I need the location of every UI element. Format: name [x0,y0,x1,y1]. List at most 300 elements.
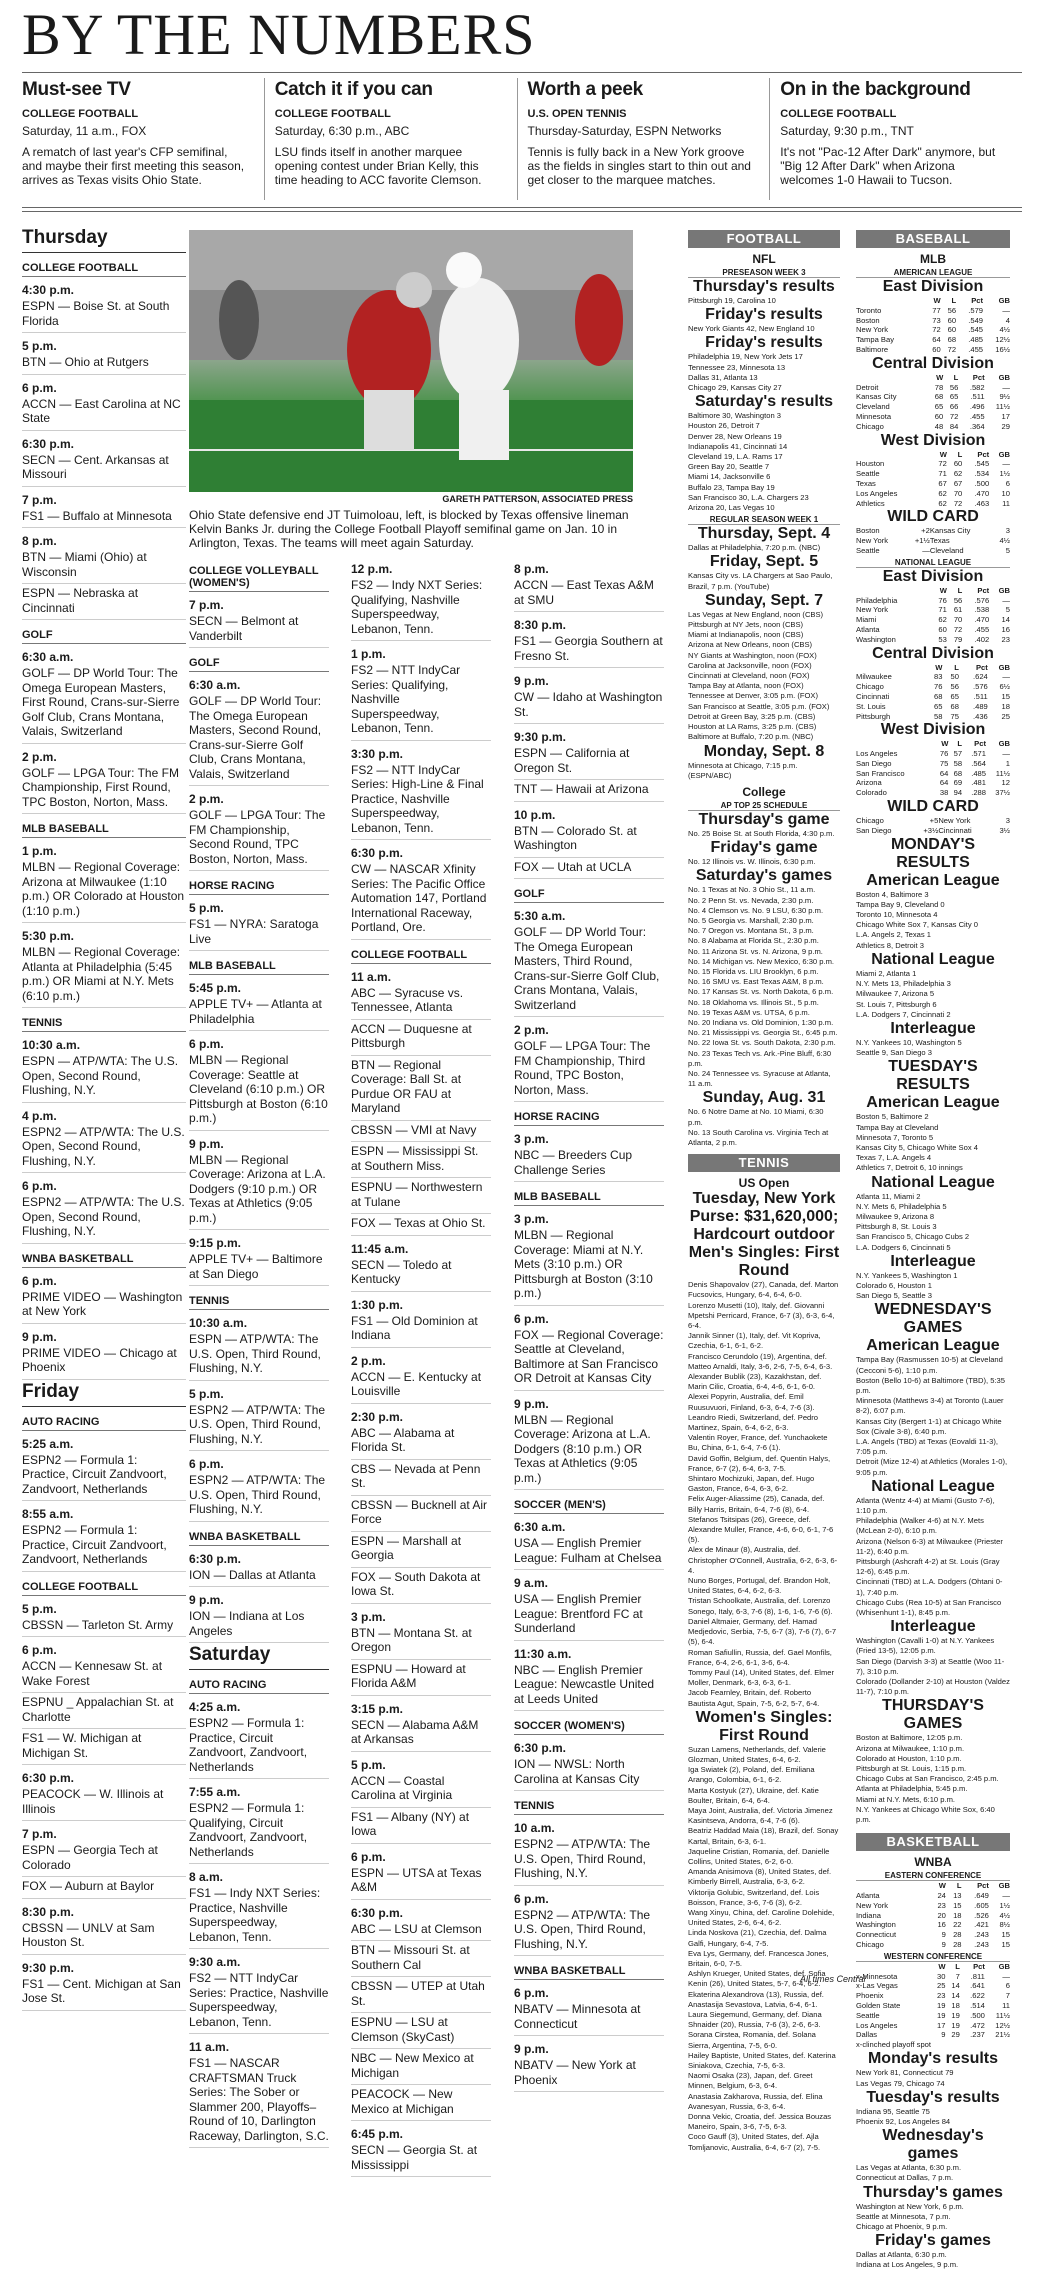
stat-cell: 17 [937,2020,946,2030]
result-line: Coco Gauff (3), United States, def. Ajla Tomljanovic, Australia, 6-4, 6-7 (2), 7-5. [688,2132,821,2152]
result-line: L.A. Dodgers 6, Cincinnati 5 [856,1242,951,1252]
event-listing: BTN — Regional Coverage: Ball St. at Purdue OR FAU at Maryland [351,1056,491,1121]
event-listing: BTN — Miami (Ohio) at Wisconsin [22,548,186,584]
time-slot: 6 p.m. [514,1891,549,1906]
section-header: FOOTBALL [688,230,840,248]
result-line: Ekaterina Alexandrova (13), Russia, def. Anastasija Sevastova, Latvia, 6-4, 6-1. [688,1989,824,2009]
stat-cell: 14 [951,1981,960,1991]
stat-cell: 67 [938,478,947,488]
team-col-header [856,1881,930,1891]
time-slot: 1 p.m. [351,647,386,661]
page-title: BY THE NUMBERS [22,2,536,67]
event-listing: USA — English Premier League: Brentford FC at Sunderland [514,1590,664,1641]
time-slot: 6:30 a.m. [514,1520,566,1534]
event-listing: CBSSN — UNLV at Sam Houston St. [22,1919,186,1955]
stat-cell: .485 [971,768,986,778]
stat-cell: 61 [953,605,963,615]
time-slot: 8 p.m. [22,534,57,548]
event-listing: ION — Indiana at Los Angeles [189,1607,329,1643]
stat-cell: 56 [953,595,963,605]
team-col-header [856,296,925,306]
stat-cell: 17 [1001,411,1010,421]
time-slot: 5:30 a.m. [514,909,566,923]
stat-cell: 48 [934,421,944,431]
stat-cell: — [1002,459,1010,469]
stat-col-header: GB [998,372,1010,382]
result-line: No. 2 Penn St. vs. Nevada, 2:30 p.m. [688,895,814,905]
stat-col-header: GB [998,585,1010,595]
stat-cell: 83 [934,672,943,682]
event-listing: CBSSN — UTEP at Utah St. [351,1977,491,2013]
stat-cell: .436 [972,711,988,721]
team-cell: Texas [856,478,876,488]
event-listing: NBC — English Premier League: Newcastle United at Leeds United [514,1661,664,1712]
standings-row [856,402,1010,412]
stat-cell: 65 [950,691,959,701]
wildcard-cell: 3 [1005,526,1010,536]
stat-cell: .288 [971,788,986,798]
result-line: Marta Kostyuk (27), Ukraine, def. Katie Boulter, Britain, 6-4, 6-4. [688,1785,819,1805]
time-slot: 9 p.m. [514,1396,549,1411]
result-line: St. Louis 7, Pittsburgh 6 [856,999,937,1009]
stat-cell: 18 [1001,701,1010,711]
stat-cell: 64 [939,768,949,778]
time-slot: 10:30 a.m. [22,1038,81,1052]
result-line: Pittsburgh at NY Jets, noon (CBS) [688,620,804,630]
event-listing: ESPN — California at Oregon St. [514,744,664,780]
stat-cell: 12½ [995,2020,1010,2030]
result-line: Philadelphia (Walker 4-6) at N.Y. Mets (McLean 2-0), 6:10 p.m. [856,1516,984,1536]
pick-sport: U.S. OPEN TENNIS [527,108,627,120]
event-listing: FOX — Texas at Ohio St. [351,1214,491,1236]
result-line: Houston at LA Rams, 3:25 p.m. (CBS) [688,722,817,732]
event-listing: GOLF — DP World Tour: The Omega European Masters, First Round, Crans-sur-Sierre Golf Club, Crans Montana, Valais, Switzerland [22,664,186,744]
standings-row [856,383,1010,393]
stat-cell: 60 [947,325,957,335]
pick-catch-it [264,78,517,200]
result-line: No. 11 Arizona St. vs. N. Arizona, 9 p.m. [688,946,823,956]
result-line: Jaqueline Cristian, Romania, def. Danielle Collins, United States, 6-2, 6-0. [688,1846,830,1866]
stat-cell: 4½ [999,325,1010,335]
standings-row [856,605,1010,615]
result-line: Maya Joint, Australia, def. Victoria Jimenez Kasintseva, Andorra, 6-4, 7-6 (6). [688,1805,833,1826]
event-listing: APPLE TV+ — Baltimore at San Diego [189,1250,329,1286]
event-listing: ACCN — Kennesaw St. at Wake Forest [22,1657,186,1693]
result-line: Arizona 20, Las Vegas 10 [688,503,775,513]
stat-cell: 22 [953,1920,962,1930]
result-line: Kansas City 5, Chicago White Sox 4 [856,1142,978,1152]
team-cell: Miami [856,615,877,625]
stat-cell: 9 [941,1930,946,1940]
time-slot: 6 p.m. [22,1273,57,1288]
result-line: Washington (Cavalli 1-0) at N.Y. Yankees (Fried 13-5), 12:05 p.m. [856,1636,995,1656]
day-heading: Saturday [189,1643,329,1670]
stat-cell: 13 [953,1891,962,1901]
time-slot: 10:30 a.m. [189,1316,248,1330]
wildcard-cell: 4½ [999,536,1010,546]
standings-header-row [856,450,1010,460]
stat-cell: 60 [932,344,941,354]
result-line: Amanda Anisimova (8), United States, def. Kimberly Birrell, Australia, 6-3, 6-2. [688,1867,832,1887]
event-listing: FOX — South Dakota at Iowa St. [351,1568,491,1604]
result-line: Houston 26, Detroit 7 [688,421,760,431]
time-slot: 5 p.m. [351,1757,386,1772]
result-line: Felix Auger-Aliassime (25), Canada, def. Billy Harris, Britain, 6-4, 7-6 (8), 6-4. [688,1494,825,1514]
time-slot: 5 p.m. [22,339,57,353]
stat-cell: 11½ [995,768,1010,778]
standings-row [856,2030,1010,2040]
stat-cell: .811 [970,1971,985,1981]
picks-rule-bottom [22,211,1022,212]
pick-background [769,78,1022,200]
stat-cell: 75 [939,758,949,768]
result-line: No. 8 Alabama at Florida St., 2:30 p.m. [688,936,819,946]
stat-cell: 7 [955,1971,960,1981]
section-subsubhead: PRESEASON WEEK 3 [688,268,840,278]
event-listing: ACCN — East Texas A&M at SMU [514,576,664,612]
event-listing: MLBN — Regional Coverage: Arizona at Milwaukee (1:10 p.m.) OR Colorado at Houston (1:10 p.m.) [22,858,186,923]
event-listing: ABC — LSU at Clemson [351,1920,491,1942]
standings-row [856,345,1010,355]
result-line: No. 25 Boise St. at South Florida, 4:30 p.m. [688,828,835,838]
photo-credit: GARETH PATTERSON, ASSOCIATED PRESS [442,494,633,504]
time-slot: 9:30 p.m. [514,730,567,744]
team-cell: Phoenix [856,1991,884,2001]
stat-cell: .243 [974,1940,989,1950]
bold-line: THURSDAY'S GAMES [882,1697,984,1733]
stat-col-header: W [941,739,949,749]
stat-cell: 6½ [999,682,1010,692]
result-line: Chicago 29, Kansas City 27 [688,383,782,393]
football-photo [189,230,633,492]
stat-col-header: GB [998,1961,1010,1971]
result-line: Alexander Bublik (23), Kazakhstan, def. Marin Cilic, Croatia, 6-4, 4-6, 6-1, 6-0. [688,1372,822,1392]
stat-cell: 56 [947,305,957,315]
bold-line: National League [871,950,995,968]
time-slot: 5:45 p.m. [189,981,242,995]
result-line: Detroit (Mize 12-4) at Athletics (Morales 1-0), 9:05 p.m. [856,1457,1008,1477]
standings-row [856,479,1010,489]
bold-line: MONDAY'S RESULTS [890,835,976,871]
stat-col-header: L [953,372,959,382]
time-slot: 5 p.m. [189,1386,224,1401]
standings-row [856,1891,1010,1901]
stat-col-header: W [938,1961,946,1971]
stat-cell: 71 [938,469,947,479]
stat-cell: 50 [950,672,959,682]
stat-cell: 19 [937,2010,946,2020]
standings-row [856,769,1010,779]
result-line: Green Bay 20, Seattle 7 [688,462,770,472]
stat-col-header: GB [998,296,1010,305]
result-line: Miami at Indianapolis, noon (CBS) [688,630,804,640]
time-slot: 6:30 p.m. [351,846,404,860]
result-line: Jannik Sinner (1), Italy, def. Vit Kopriva, Czechia, 6-1, 6-1, 6-2. [688,1331,821,1351]
wildcard-cell: — [922,545,930,555]
wildcard-row [856,816,1010,826]
result-line: Pittsburgh (Ashcraft 4-2) at St. Louis (Gray 12-6), 6:45 p.m. [856,1557,1000,1577]
time-slot: 6:30 p.m. [22,436,75,451]
schedule-column-2 [189,556,329,2148]
stat-cell: 11½ [995,2010,1010,2020]
event-listing: ESPN — Georgia Tech at Colorado [22,1841,186,1877]
standings-row [856,2001,1010,2011]
event-listing: FS1 — Indy NXT Series: Practice, Nashville Superspeedway, Lebanon, Tenn. [189,1884,329,1949]
stat-cell: 4½ [999,1910,1010,1920]
stat-cell: 62 [938,498,947,508]
event-listing: CBSSN — Tarleton St. Army [22,1616,186,1638]
stat-cell: 1 [1005,758,1010,768]
stat-cell: .511 [973,691,988,701]
result-line: Tommy Paul (14), United States, def. Elmer Moller, Denmark, 6-3, 6-3, 6-1. [688,1667,835,1688]
stat-cell: .534 [974,469,990,479]
team-cell: Kansas City [856,392,897,402]
standings-row [856,702,1010,712]
time-slot: 8:30 p.m. [514,618,567,632]
bold-line: Friday's results [705,334,823,352]
event-listing: APPLE TV+ — Atlanta at Philadelphia [189,995,329,1031]
stat-cell: .582 [969,382,985,392]
wildcard-row [856,826,1010,836]
result-line: No. 15 Florida vs. LIU Brooklyn, 6 p.m. [688,966,819,976]
result-line: Chicago White Sox 7, Kansas City 0 [856,920,978,930]
stat-cell: 76 [934,682,943,692]
event-listing: ESPNU — LSU at Clemson (SkyCast) [351,2013,491,2049]
bold-line: Saturday's results [694,393,834,411]
time-slot: 7 p.m. [189,598,224,612]
team-cell: Connecticut [856,1930,897,1940]
standings-row [856,778,1010,788]
stat-cell: .622 [970,1991,985,2001]
event-listing: SECN — Georgia St. at Mississippi [351,2141,491,2177]
stat-col-header: GB [998,662,1010,672]
stat-cell: .549 [968,315,984,325]
event-listing: FS1 — NASCAR CRAFTSMAN Truck Series: The Sober or Slammer 200, Playoffs– Round of 10, Darlington Raceway, Darlington, S.C. [189,2054,329,2148]
section-header: BASEBALL [856,230,1010,248]
standings-row [856,672,1010,682]
section-header: BASKETBALL [856,1833,1010,1851]
sport-heading: AUTO RACING [22,1413,186,1431]
result-line: Arizona at Milwaukee, 1:10 p.m. [856,1743,965,1753]
wildcard-cell: Texas [929,536,950,546]
day-heading: Friday [22,1380,186,1407]
result-line: Tampa Bay at Cleveland [856,1122,939,1132]
standings-row [856,749,1010,759]
time-slot: 2 p.m. [514,1023,549,1037]
sport-heading: WNBA BASKETBALL [514,1962,664,1980]
time-slot: 8:30 p.m. [22,1904,75,1919]
division-name: Central Division [872,644,994,662]
time-slot: 9 p.m. [189,1136,224,1151]
bold-line: Interleague [890,1019,976,1037]
time-slot: 9:30 a.m. [189,1955,241,1969]
bold-line: Interleague [890,1252,976,1270]
team-cell: Indiana [856,1910,881,1920]
result-line: Arizona (Nelson 6-3) at Milwaukee (Priester 11-2), 6:40 p.m. [856,1536,1003,1556]
event-listing: CBSSN — Bucknell at Air Force [351,1496,491,1532]
sport-heading: GOLF [514,885,664,903]
result-line: New York 81, Connecticut 79 [856,2068,954,2078]
result-line: Arizona at New Orleans, noon (CBS) [688,640,813,650]
time-slot: 6:30 a.m. [189,678,241,692]
result-line: Alex de Minaur (8), Australia, def. Christopher O'Connell, Australia, 6-2, 6-3, 6-4. [688,1545,838,1575]
result-line: Francisco Cerundolo (19), Argentina, def. Matteo Arnaldi, Italy, 3-6, 2-6, 7-5, 6-4, 6-3. [688,1351,833,1371]
time-slot: 9 p.m. [22,1329,57,1344]
event-listing: ESPN — Mississippi St. at Southern Miss. [351,1142,491,1178]
result-line: Milwaukee 9, Arizona 8 [856,1211,935,1221]
time-slot: 8:55 a.m. [22,1507,74,1521]
stat-cell: 65 [934,701,943,711]
result-line: Anastasia Zakharova, Russia, def. Elina Avanesyan, Russia, 6-3, 6-4. [688,2091,823,2111]
result-line: Athletics 7, Detroit 6, 10 innings [856,1163,963,1173]
result-line: Linda Noskova (21), Czechia, def. Dalma Galfi, Hungary, 6-4, 7-5. [688,1928,827,1948]
bold-line: Wednesday's games [882,2127,984,2163]
bold-line: Women's Singles: First Round [695,1708,833,1744]
result-line: No. 21 Mississippi vs. Georgia St., 6:45 p.m. [688,1028,838,1038]
sport-heading: TENNIS [189,1292,329,1310]
standings-header-row [856,1881,1010,1891]
team-col-header [856,663,926,673]
stat-col-header: L [955,1961,960,1971]
section-subhead: College [742,784,786,799]
time-slot: 7:55 a.m. [189,1785,241,1799]
stat-cell: 28 [953,1930,962,1940]
stat-col-header: Pct [975,662,988,672]
wildcard-cell: +1½ [914,536,930,546]
result-line: Las Vegas at Atlanta, 6:30 p.m. [856,2163,962,2173]
stat-cell: 57 [953,749,963,759]
result-line: Buffalo 23, Tampa Bay 19 [688,482,775,492]
standings-row [856,1911,1010,1921]
standings-row [856,2011,1010,2021]
standings-row [856,499,1010,509]
section-subhead: MLB [920,252,946,266]
result-line: Texas 7, L.A. Angels 4 [856,1153,932,1163]
result-line: Ashlyn Krueger, United States, def. Sofia Kenin (26), United States, 5-7, 6-4, 6-2. [688,1969,826,1989]
stat-col-header: Pct [977,1881,989,1891]
bold-line: Interleague [890,1618,976,1636]
event-listing: SECN — Toledo at Kentucky [351,1256,491,1292]
stat-cell: 8½ [999,1920,1010,1930]
standings-table [856,1881,1010,1950]
stat-cell: — [1002,672,1010,682]
stat-cell: — [1002,382,1010,392]
time-slot: 6 p.m. [189,1457,224,1471]
section-subsubhead: REGULAR SEASON WEEK 1 [688,515,840,525]
stat-cell: 29 [1001,421,1010,431]
time-slot: 2 p.m. [22,749,57,764]
result-line: No. 23 Texas Tech vs. Ark.-Pine Bluff, 6:30 p.m. [688,1048,832,1068]
stat-cell: 9 [941,1940,946,1950]
stat-cell: 23 [937,1991,946,2001]
time-slot: 6 p.m. [514,1986,549,2000]
event-listing: CW — NASCAR Xfinity Series: The Pacific Office Automation 147, Portland International Raceway, Portland, Ore. [351,860,491,940]
stat-cell: 1½ [999,469,1010,479]
stat-cell: 60 [947,315,957,325]
team-cell: Washington [856,1920,896,1930]
team-col-header [856,586,931,596]
pick-when: Saturday, 9:30 p.m., TNT [780,124,914,138]
sport-heading: SOCCER (MEN'S) [514,1496,664,1514]
stat-cell: 60 [934,411,944,421]
event-listing: BTN — Ohio at Rutgers [22,353,186,375]
result-line: Cincinnati (TBD) at L.A. Dodgers (Ohtani 0-1), 7:40 p.m. [856,1577,1003,1597]
team-col-header [856,1962,931,1972]
sport-heading: SOCCER (WOMEN'S) [514,1717,664,1735]
result-line: Kansas City (Bergert 1-1) at Chicago White Sox (Civale 3-8), 6:40 p.m. [856,1416,1002,1436]
result-line: Laura Siegemund, Germany, def. Diana Shnaider (20), Russia, 7-6 (3), 2-6, 6-3. [688,2010,822,2030]
stat-cell: 4 [1005,315,1010,325]
standings-row [856,615,1010,625]
standings-row [856,1981,1010,1991]
stat-cell: 25 [937,1981,946,1991]
time-slot: 4:30 p.m. [22,283,75,297]
stat-cell: .576 [974,595,990,605]
event-listing: TNT — Hawaii at Arizona [514,780,664,802]
event-listing: PEACOCK — New Mexico at Michigan [351,2085,491,2121]
stat-col-header: Pct [974,739,986,749]
event-listing: FS1 — Albany (NY) at Iowa [351,1808,491,1844]
section-subsubhead: NATIONAL LEAGUE [856,558,1010,568]
standings-row [856,459,1010,469]
result-line: Philadelphia 19, New York Jets 17 [688,352,803,362]
event-listing: ION — Dallas at Atlanta [189,1566,329,1588]
time-slot: 9 p.m. [514,674,549,688]
stat-cell: 68 [950,701,959,711]
team-cell: Detroit [856,382,879,392]
pick-worth-a-peek [517,78,770,200]
result-line: Kansas City vs. LA Chargers at Sao Paulo, Brazil, 7 p.m. (YouTube) [688,571,833,591]
event-listing: ACCN — Duquesne at Pittsburgh [351,1020,491,1056]
result-line: Boston 4, Baltimore 3 [856,889,929,899]
standings-row [856,1920,1010,1930]
bold-line: National League [871,1477,995,1495]
result-line: Cincinnati at Cleveland, noon (FOX) [688,671,810,681]
stat-cell: 19 [937,2001,946,2011]
time-slot: 9:30 p.m. [22,1960,75,1975]
time-slot: 5:25 a.m. [22,1436,74,1451]
stat-cell: 29 [951,2030,960,2040]
team-cell: Athletics [856,498,885,508]
team-cell: x-Las Vegas [856,1981,898,1991]
result-line: No. 22 Iowa St. vs. South Dakota, 2:30 p.m. [688,1038,836,1048]
stat-cell: 68 [953,768,963,778]
result-line: N.Y. Mets 13, Philadelphia 3 [856,979,951,989]
event-listing: ESPN — Nebraska at Cincinnati [22,584,186,620]
stat-cell: 73 [932,315,941,325]
bold-line: American League [866,871,1000,889]
stat-cell: 20 [937,1910,946,1920]
stat-cell: 67 [953,478,963,488]
stat-cell: .402 [974,634,990,644]
event-listing: CBSSN — VMI at Navy [351,1121,491,1143]
stat-cell: 38 [939,788,949,798]
result-line: Athletics 8, Detroit 3 [856,940,924,950]
result-line: Alexei Popyrin, Australia, def. Emil Ruusuvuori, Finland, 6-3, 6-4, 7-6 (3). [688,1392,815,1412]
event-listing: ESPNU _ Appalachian St. at Charlotte [22,1693,186,1729]
team-cell: Colorado [856,788,887,798]
event-listing: ESPN2 — ATP/WTA: The U.S. Open, Third Round, Flushing, N.Y. [189,1471,329,1522]
pick-text: Tennis is fully back in a New York groove as the fields in singles start to thin out and get closer to the marquee matches. [527,145,751,187]
team-cell: Arizona [856,778,882,788]
stat-cell: .571 [971,749,986,759]
division-name: Central Division [872,354,994,372]
time-slot: 6 p.m. [22,380,57,395]
event-listing: ESPNU — Northwestern at Tulane [351,1178,491,1214]
standings-row [856,1901,1010,1911]
standings-header-row [856,373,1010,383]
sport-heading: HORSE RACING [189,877,329,895]
